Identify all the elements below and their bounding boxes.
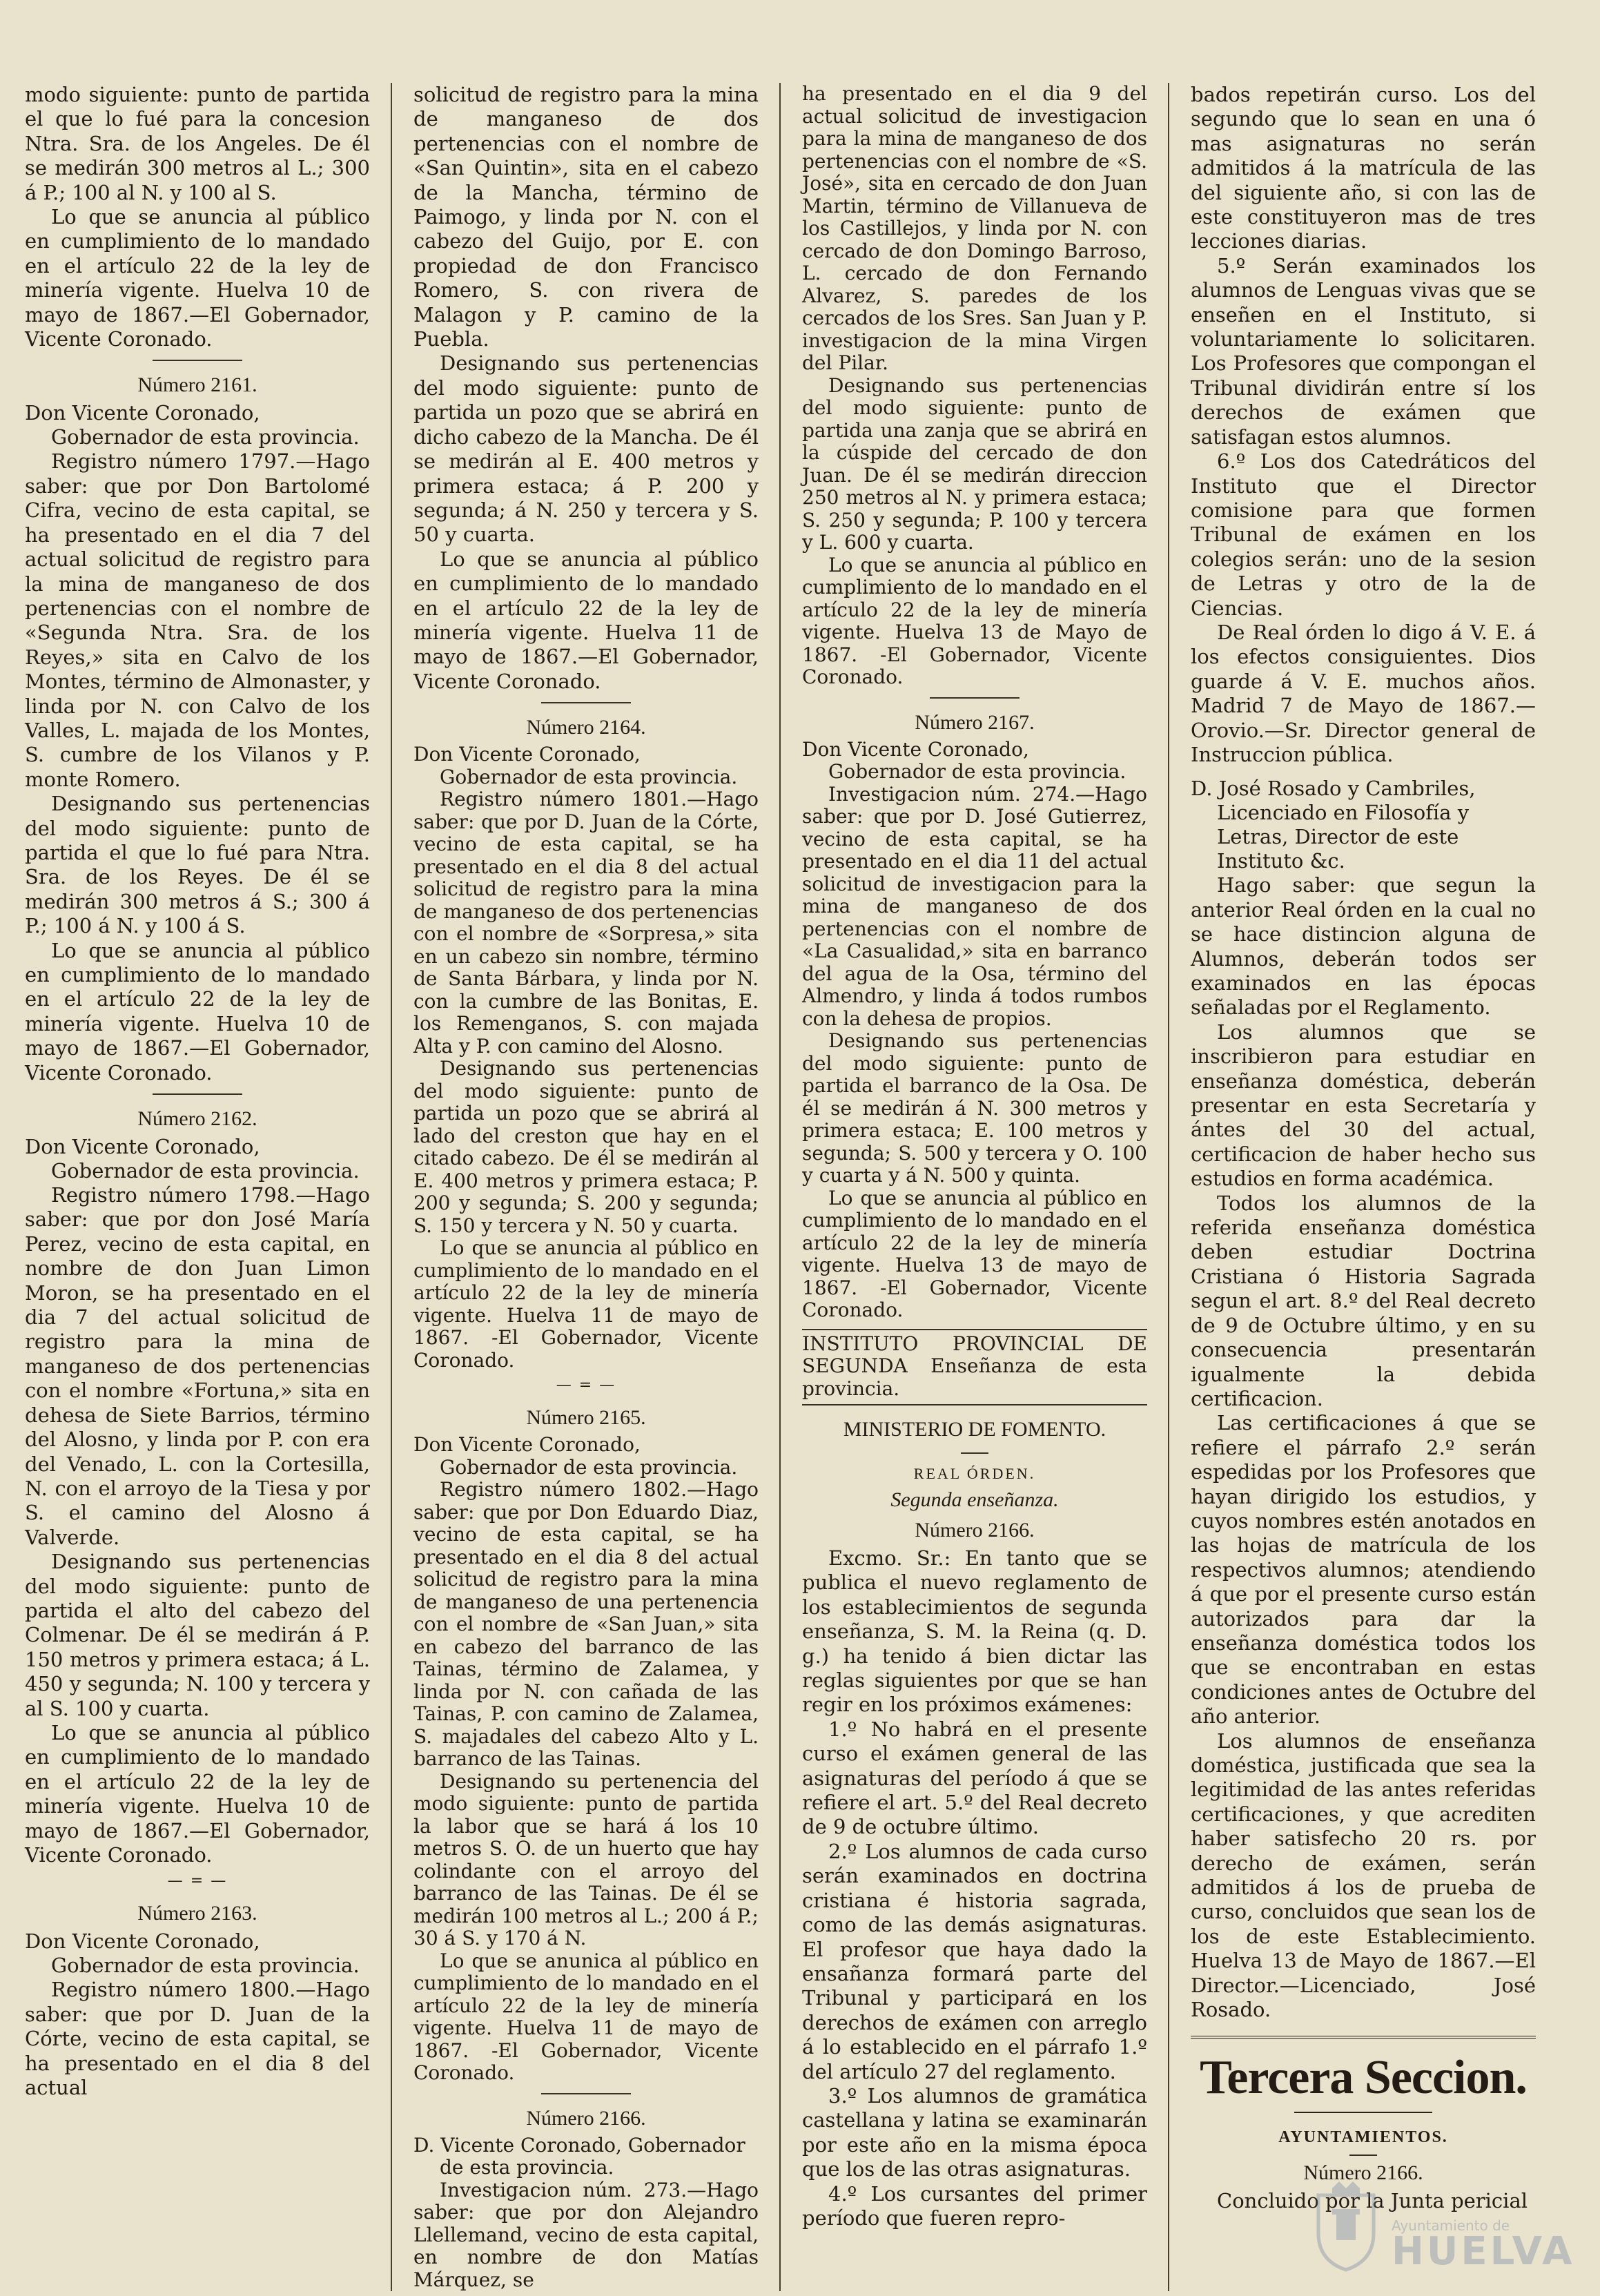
subsection-heading: AYUNTAMIENTOS.	[1278, 2128, 1448, 2147]
paragraph: Lo que se anuncia al público en cumplimiento de lo mandado en el artículo 22 de la ley de minería vigente. Huelva 13 de mayo de 1867. -El Gobernador, Vicente Coronado.	[802, 1186, 1147, 1321]
paragraph: ha presentado en el dia 9 del actual solicitud de investigacion para la mina de manganeso de dos pertenencias con el nombre de «S. José», sita en cercado de don Juan Martin, término de Villanueva de los Castillejos, y linda por N. con cercado de don Domingo Barroso, L. cercado de don Fernando Alvarez, S. paredes de los cercados de los Sres. San Juan y P. investigacion de la mina Virgen del Pilar.	[802, 82, 1147, 374]
paragraph: Designando sus pertenencias del modo siguiente: punto de partida el que lo fué para Ntra. Sra. de los Reyes. De él se medirán 300 metros á S.; 300 á P.; 100 á N. y 100 á S.	[25, 792, 370, 938]
divider	[541, 702, 631, 703]
notice-number-heading: Número 2162.	[137, 1107, 257, 1131]
divider: — = —	[556, 1376, 616, 1394]
divider	[541, 2093, 631, 2094]
paragraph: Registro número 1798.—Hago saber: que por don José María Perez, vecino de esta capital, en nombre de don Juan Limon Moron, se ha presentado en el dia 7 del actual solicitud de registro para la mina de manganeso de dos pertenencias con el nombre «Fortuna,» sita en dehesa de Siete Barrios, término del Alosno, y linda por P. con era del Venado, L. con la Cortesilla, N. con el arroyo de la Tiesa y por S. el camino del Alosno á Valverde.	[25, 1183, 370, 1549]
governor-line: Don Vicente Coronado, Gobernador de esta provincia.	[25, 1929, 360, 1978]
paragraph: bados repetirán curso. Los del segundo que lo sean en una ó mas asignaturas no serán admitidos á la matrícula de las del siguiente año, si con las de este constituyeron mas de tres lecciones diarias.	[1191, 83, 1536, 253]
governor-line: Don Vicente Coronado, Gobernador de esta provincia.	[25, 1135, 360, 1183]
paragraph: Designando sus pertenencias del modo siguiente: punto de partida una zanja que se abrirá en la cúspide del cercado de don Juan. De él se medirán direccion 250 metros al N. y primera estaca; S. 250 y segunda; P. 100 y tercera y L. 600 y cuarta.	[802, 373, 1147, 554]
director-line: D. José Rosado y Cambriles, Licenciado en Filosofía y Letras, Director de este Instituto &c.	[1191, 777, 1476, 873]
archive-watermark	[1311, 2168, 1575, 2274]
column-1	[25, 83, 370, 2291]
watermark-text	[1392, 2217, 1575, 2274]
paragraph: Todos los alumnos de la referida enseñanza doméstica deben estudiar Doctrina Cristiana ó Historia Sagrada segun el art. 8.º del Real decreto de 9 de Octubre último, y en su consecuencia presentarán igualmente la debida certificacion.	[1191, 1191, 1536, 1410]
column-3	[802, 83, 1147, 2291]
notice-number-heading: Número 2166.	[915, 1519, 1035, 1541]
paragraph: Lo que se anuncia al público en cumplimiento de lo mandado en el artículo 22 de la ley de minería vigente. Huelva 10 de mayo de 1867.—El Gobernador, Vicente Coronado.	[25, 205, 370, 351]
governor-line: Don Vicente Coronado, Gobernador de esta provincia.	[802, 737, 1126, 783]
paragraph: 2.º Los alumnos de cada curso serán examinados en doctrina cristiana é historia sagrada, como de las demás asignaturas. El profesor que haya dado la ensañanza formará parte del Tribunal y participará en los derechos de exámen con arreglo á lo establecido en el párrafo 1.º del artículo 27 del reglamento.	[802, 1839, 1147, 2083]
column-2	[413, 83, 759, 2291]
paragraph: 4.º Los cursantes del primer período que fueren repro-	[802, 2181, 1147, 2230]
paragraph: Designando su pertenencia del modo siguiente: punto de partida la labor que se hará á los 10 metros S. O. de un huerto que hay colindante con el arroyo del barranco de las Tainas. De él se medirán 100 metros al L.; 200 á P.; 30 á S. y 170 á N.	[413, 1769, 759, 1950]
paragraph: Registro número 1801.—Hago saber: que por D. Juan de la Córte, vecino de esta capital, se ha presentado en el dia 8 del actual solicitud de registro para la mina de manganeso de dos pertenencias con el nombre de «Sorpresa,» sita en un cabezo sin nombre, término de Santa Bárbara, y linda por N. con la cumbre de las Bonitas, E. los Remenganos, S. con majada Alta y P. con camino del Alosno.	[413, 788, 759, 1058]
governor-line: Don Vicente Coronado, Gobernador de esta provincia.	[413, 1433, 738, 1479]
watermark-line: HUELVA	[1392, 2229, 1575, 2274]
notice-number-heading: Número 2163.	[137, 1902, 257, 1925]
paragraph: Lo que se anuncia al público en cumplimiento de lo mandado en el artículo 22 de la ley de minería vigente. Huelva 10 de mayo de 1867.—El Gobernador, Vicente Coronado.	[25, 938, 370, 1084]
paragraph: 3.º Los alumnos de gramática castellana y latina se examinarán por este año en la misma época que los de las otras asignaturas.	[802, 2083, 1147, 2181]
paragraph: Lo que se anunica al público en cumplimiento de lo mandado en el artículo 22 de la ley de minería vigente. Huelva 11 de mayo de 1867. -El Gobernador, Vicente Coronado.	[413, 1949, 759, 2085]
paragraph: Lo que se anuncia al público en cumplimiento de lo mandado en el artículo 22 de la ley de minería vigente. Huelva 11 de mayo de 1867.—El Gobernador, Vicente Coronado.	[413, 547, 759, 693]
divider	[930, 697, 1019, 699]
ministry-heading: MINISTERIO DE FOMENTO.	[843, 1418, 1106, 1441]
paragraph: Los alumnos de enseñanza doméstica, justificada que sea la legitimidad de las antes referidas certificaciones, y que acrediten haber satisfecho 20 rs. por derecho de exámen, serán admitidos á los de prueba de curso, concluidos que sean los de los de este Establecimiento. Huelva 13 de Mayo de 1867.—El Director.—Licenciado, José Rosado.	[1191, 1729, 1536, 2022]
governor-line: Don Vicente Coronado, Gobernador de esta provincia.	[25, 401, 360, 449]
paragraph: Lo que se anuncia al público en cumplimiento de lo mandado en el artículo 22 de la ley de minería vigente. Huelva 13 de Mayo de 1867. -El Gobernador, Vicente Coronado.	[802, 553, 1147, 688]
paragraph: Investigacion núm. 273.—Hago saber: que por don Alejandro Llellemand, vecino de esta capital, en nombre de don Matías Márquez, se	[413, 2178, 759, 2291]
divider	[153, 1093, 242, 1095]
paragraph: modo siguiente: punto de partida el que lo fué para la concesion Ntra. Sra. de los Angeles. De él se medirán 300 metros al L.; 300 á P.; 100 al N. y 100 al S.	[25, 83, 370, 204]
paragraph: Lo que se anuncia al público en cumplimiento de lo mandado en el artículo 22 de la ley de minería vigente. Huelva 10 de mayo de 1867.—El Gobernador, Vicente Coronado.	[25, 1720, 370, 1867]
real-orden-heading: REAL ÓRDEN.	[913, 1465, 1036, 1482]
coat-of-arms-icon	[1311, 2181, 1381, 2271]
paragraph: Investigacion núm. 274.—Hago saber: que por D. José Gutierrez, vecino de esta capital, se ha presentado en el dia 11 del actual solicitud de investigacion para la mina de manganeso de dos pertenencias con el nombre de «La Casualidad,» sita en barranco del agua de la Osa, término del Almendro, y linda á todos rumbos con la dehesa de propios.	[802, 782, 1147, 1030]
paragraph: Excmo. Sr.: En tanto que se publica el nuevo reglamento de los establecimientos de segunda enseñanza, S. M. la Reina (q. D. g.) ha tenido á bien dictar las reglas siguientes por que se han regir en los próximos exámenes:	[802, 1546, 1147, 1717]
paragraph: Designando sus pertenencias del modo siguiente: punto de partida un pozo que se abrirá en dicho cabezo de la Mancha. De él se medirán al E. 400 metros y primera estaca; á P. 200 y segunda; á N. 250 y tercera y S. 50 y cuarta.	[413, 351, 759, 547]
divider	[1294, 2112, 1432, 2113]
newspaper-page	[25, 82, 1536, 2291]
subheading: Segunda enseñanza.	[890, 1488, 1059, 1511]
paragraph: 1.º No habrá en el presente curso el exámen general de las asignaturas del período á que se refiere el art. 5.º del Real decreto de 9 de octubre último.	[802, 1717, 1147, 1839]
paragraph: Registro número 1800.—Hago saber: que por D. Juan de la Córte, vecino de esta capital, se ha presentado en el dia 8 del actual	[25, 1978, 370, 2100]
governor-line: D. Vicente Coronado, Gobernador de esta provincia.	[413, 2133, 745, 2179]
section-title: Tercera Seccion.	[1191, 2036, 1536, 2108]
paragraph: Los alumnos que se inscribieron para estudiar en enseñanza doméstica, deberán presentar en esta Secretaría y ántes del 30 del actual, certificacion de haber hecho sus estudios en forma académica.	[1191, 1020, 1536, 1191]
divider	[1349, 2154, 1377, 2156]
governor-line: Don Vicente Coronado, Gobernador de esta provincia.	[413, 743, 738, 788]
column-4	[1191, 83, 1536, 2291]
paragraph: solicitud de registro para la mina de manganeso de dos pertenencias con el nombre de «San Quintin», sita en el cabezo de la Mancha, término de Paimogo, y linda por N. con el cabezo del Guijo, por E. con propiedad de don Francisco Romero, S. con rivera de Malagon y P. camino de la Puebla.	[413, 83, 759, 351]
notice-number-heading: Número 2167.	[915, 710, 1035, 734]
divider	[802, 1404, 1147, 1405]
notice-number-heading: Número 2166.	[526, 2106, 646, 2130]
paragraph: De Real órden lo digo á V. E. á los efectos consiguientes. Dios guarde á V. E. muchos años. Madrid 7 de Mayo de 1867.—Orovio.—Sr. Director general de Instruccion pública.	[1191, 620, 1536, 766]
paragraph: Concluido por la Junta pericial	[1217, 2189, 1528, 2213]
paragraph: 5.º Serán examinados los alumnos de Lenguas vivas que se enseñen en el Instituto, si voluntariamente lo solicitaren. Los Profesores que compongan el Tribunal dividirán entre sí los derechos de exámen que satisfagan estos alumnos.	[1191, 253, 1536, 449]
paragraph: Designando sus pertenencias del modo siguiente: punto de partida un pozo que se abrirá al lado del creston que hay en el citado cabezo. De él se medirán al E. 400 metros y primera estaca; P. 200 y segunda; S. 200 y segunda; S. 150 y tercera y N. 50 y cuarta.	[413, 1057, 759, 1237]
paragraph: Hago saber: que segun la anterior Real órden en la cual no se hace distincion alguna de Alumnos, deberán todos ser examinados en las épocas señaladas por el Reglamento.	[1191, 873, 1536, 1020]
notice-number-heading: Número 2161.	[137, 373, 257, 397]
paragraph: Lo que se anuncia al público en cumplimiento de lo mandado en el artículo 22 de la ley de minería vigente. Huelva 11 de mayo de 1867. -El Gobernador, Vicente Coronado.	[413, 1236, 759, 1372]
watermark-line: Ayuntamiento de	[1392, 2217, 1510, 2234]
notice-number-heading: Número 2164.	[526, 716, 646, 739]
paragraph: Registro número 1802.—Hago saber: que por Don Eduardo Diaz, vecino de esta capital, se ha presentado en el dia 8 del actual solicitud de registro para la mina de manganeso de una pertenencia con el nombre de «San Juan,» sita en cabezo del barranco de las Tainas, término de Zalamea, y linda por N. con cañada de las Tainas, P. con camino de Zalamea, S. majadales del cabezo Alto y L. barranco de las Tainas.	[413, 1478, 759, 1771]
divider	[961, 1452, 988, 1454]
paragraph: Designando sus pertenencias del modo siguiente: punto de partida el barranco de la Osa. De él se medirán á N. 300 metros y primera estaca; E. 100 metros y segunda; S. 500 y tercera y O. 100 y cuarta y á N. 500 y quinta.	[802, 1029, 1147, 1187]
divider	[153, 360, 242, 361]
paragraph: Registro número 1797.—Hago saber: que por Don Bartolomé Cifra, vecino de esta capital, se ha presentado en el dia 7 del actual solicitud de registro para la mina de manganeso de dos pertenencias con el nombre de «Segunda Ntra. Sra. de los Reyes,» sita en Calvo de los Montes, término de Almonaster, y linda por N. con Calvo de los Valles, L. majada de los Montes, S. cumbre de los Vilanos y P. monte Romero.	[25, 449, 370, 791]
notice-number-heading: Número 2166.	[1303, 2161, 1423, 2185]
paragraph: Las certificaciones á que se refiere el párrafo 2.º serán espedidas por los Profesores que hayan dirigido los estudios, y cuyos nombres estén anotados en las hojas de matrícula de los respectivos alumnos; atendiendo á que por el presente curso están autorizados para dar la enseñanza doméstica todos los que se encontraban en estas condiciones antes de Octubre del año anterior.	[1191, 1411, 1536, 1729]
paragraph: Designando sus pertenencias del modo siguiente: punto de partida el alto del cabezo del Colmenar. De él se medirán á P. 150 metros y primera estaca; á L. 450 y segunda; N. 100 y tercera y al S. 100 y cuarta.	[25, 1550, 370, 1720]
notice-number-heading: Número 2165.	[526, 1406, 646, 1430]
paragraph: 6.º Los dos Catedráticos del Instituto que el Director comisione para que formen Tribunal de exámen en los colegios serán: uno de la sesion de Letras y otro de la de Ciencias.	[1191, 449, 1536, 620]
section-heading: INSTITUTO PROVINCIAL DE SEGUNDA Enseñanza de esta provincia.	[802, 1332, 1147, 1400]
divider	[802, 1329, 1147, 1330]
divider: — = —	[167, 1872, 228, 1890]
